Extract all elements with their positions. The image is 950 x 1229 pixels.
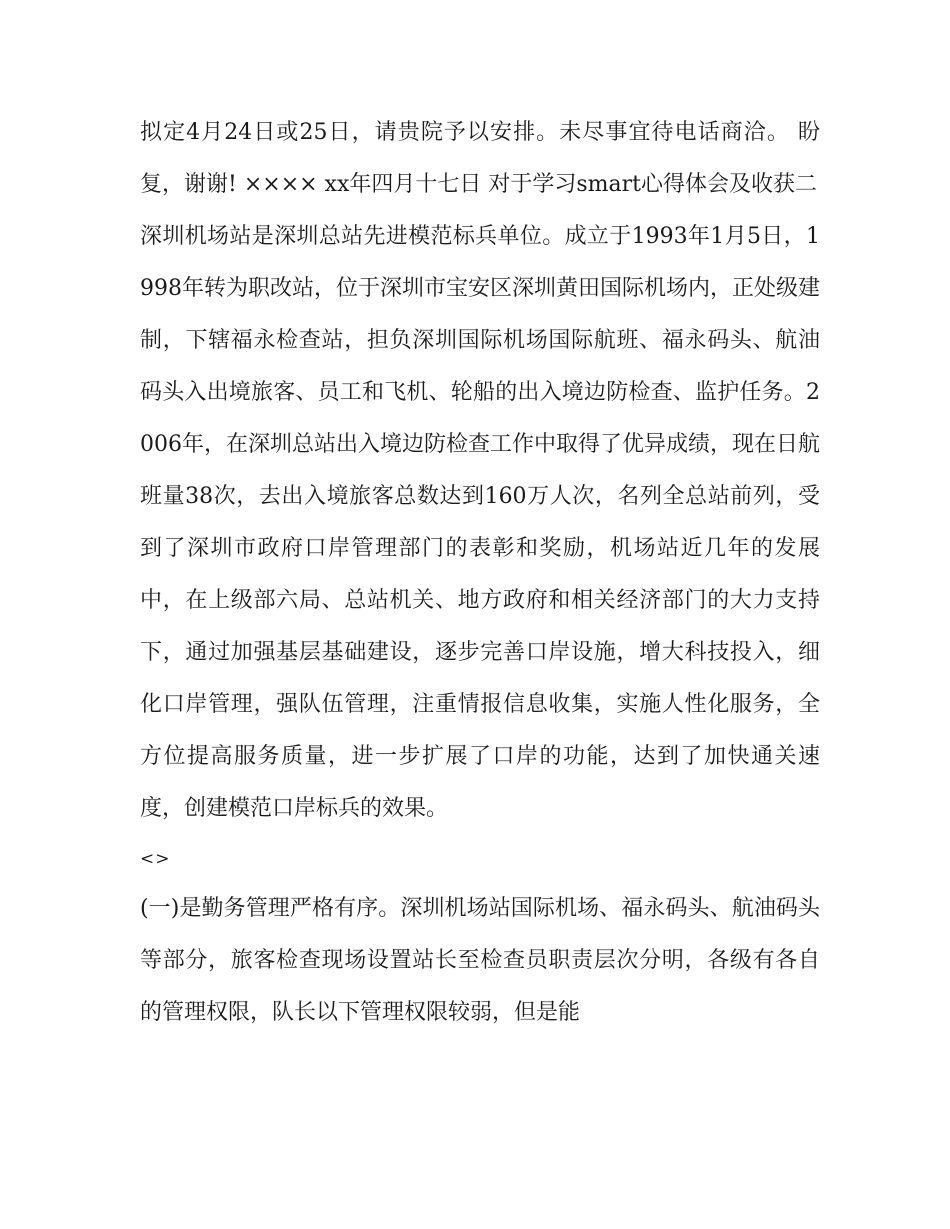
paragraph-duty-management: (一)是勤务管理严格有序。深圳机场站国际机场、福永码头、航油码头等部分，旅客检查现场设置站长至检查员职责层次分明，各级有各自的管理权限，队长以下管理权限较弱，但是能 [140,896,820,1025]
paragraph-intro: 拟定4月24日或25日，请贵院予以安排。未尽事宜待电话商洽。 盼复，谢谢! ×××× xx年四月十七日 对于学习smart心得体会及收获二 [140,120,820,197]
section-marker: <> [140,849,171,869]
paragraph-airport-station: 深圳机场站是深圳总站先进模范标兵单位。成立于1993年1月5日，1998年转为职改站，位于深圳市宝安区深圳黄田国际机场内，正处级建制，下辖福永检查站，担负深圳国际机场国际航班、福永码头、航油码头入出境旅客、员工和飞机、轮船的出入境边防检查、监护任务。2006年，在深圳总站出入境边防检查工作中取得了优异成绩，现在日航班量38次，去出入境旅客总数达到160万人次，名列全总站前列，受到了深圳市政府口岸管理部门的表彰和奖励，机场站近几年的发展中，在上级部六局、总站机关、地方政府和相关经济部门的大力支持下，通过加强基层基础建设，逐步完善口岸设施，增大科技投入，细化口岸管理，强队伍管理，注重情报信息收集，实施人性化服务，全方位提高服务质量，进一步扩展了口岸的功能，达到了加快通关速度，创建模范口岸标兵的效果。 [140,224,820,821]
document-page [140,107,820,1039]
